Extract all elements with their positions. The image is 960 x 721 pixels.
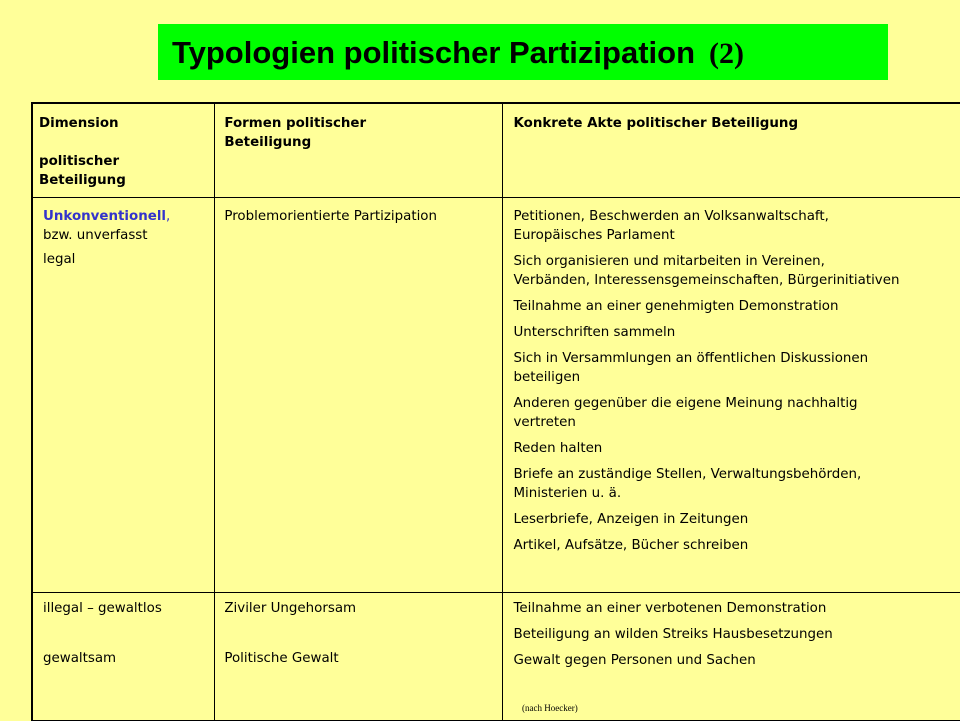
act-item — [513, 252, 956, 290]
act-item: Beteiligung an wilden Streiks Hausbesetzungen — [513, 626, 833, 642]
row-illegal-dimension — [32, 592, 215, 720]
form-politische-gewalt: Politische Gewalt — [224, 650, 339, 666]
header-dimension-line1: Dimension — [39, 116, 119, 131]
dimension-unverfasst: bzw. unverfasst — [43, 227, 148, 243]
act-item — [513, 207, 956, 245]
form-problemorientiert: Problemorientierte Partizipation — [224, 208, 437, 224]
title-number: (2) — [709, 37, 745, 70]
form-ziviler-ungehorsam: Ziviler Ungehorsam — [224, 600, 357, 616]
header-dimension-line2: politischer — [39, 154, 120, 169]
act-item: Gewalt gegen Personen und Sachen — [513, 652, 756, 668]
header-dimension — [32, 103, 215, 197]
act-item-line: Leserbriefe, Anzeigen in Zeitungen — [513, 511, 749, 527]
row-illegal — [32, 592, 960, 720]
acts-list-legal — [503, 198, 960, 555]
act-item-line: Unterschriften sammeln — [513, 324, 676, 340]
act-item-line: Petitionen, Beschwerden an Volksanwaltschaft, — [513, 208, 829, 224]
dimension-unkonventionell-label: Unkonventionell — [43, 208, 167, 224]
row-legal-dimension — [32, 197, 215, 592]
act-item — [513, 323, 956, 342]
act-item-line: Sich in Versammlungen an öffentlichen Diskussionen — [513, 350, 869, 366]
row-illegal-form — [215, 592, 503, 720]
act-item-line: Verbänden, Interessensgemeinschaften, Bürgerinitiativen — [513, 272, 900, 288]
dimension-legal: legal — [43, 251, 76, 267]
act-item-line: Reden halten — [513, 440, 603, 456]
dimension-gewaltlos: illegal – gewaltlos — [43, 600, 162, 616]
act-item-line: Anderen gegenüber die eigene Meinung nachhaltig — [513, 395, 858, 411]
header-formen — [215, 103, 503, 197]
row-legal-form — [215, 197, 503, 592]
act-item-line: vertreten — [513, 414, 576, 430]
row-legal-acts — [503, 197, 960, 592]
source-note: (nach Hoecker) — [522, 703, 578, 713]
act-item-line: Europäisches Parlament — [513, 227, 675, 243]
act-item: Teilnahme an einer verbotenen Demonstration — [513, 600, 827, 616]
act-item — [513, 297, 956, 316]
header-konkrete-text: Konkrete Akte politischer Beteiligung — [513, 116, 799, 131]
act-item — [513, 465, 956, 503]
dimension-comma: , — [166, 208, 171, 224]
act-item — [513, 439, 956, 458]
act-item — [513, 510, 956, 529]
dimension-unkonventionell — [43, 207, 210, 226]
header-formen-line2: Beteiligung — [224, 135, 312, 150]
act-item-line: Sich organisieren und mitarbeiten in Vereinen, — [513, 253, 825, 269]
participation-table — [31, 102, 960, 721]
title-text: Typologien politischer Partizipation — [172, 35, 696, 70]
act-item-line: Ministerien u. ä. — [513, 485, 622, 501]
title-banner — [158, 24, 888, 80]
row-legal — [32, 197, 960, 592]
act-item — [513, 349, 956, 387]
page-title — [172, 37, 744, 69]
row-illegal-acts — [503, 592, 960, 720]
header-formen-line1: Formen politischer — [224, 116, 367, 131]
dimension-gewaltsam: gewaltsam — [43, 650, 117, 666]
acts-list-illegal — [503, 593, 960, 670]
act-item-line: Artikel, Aufsätze, Bücher schreiben — [513, 537, 749, 553]
act-item — [513, 536, 956, 555]
header-konkrete — [503, 103, 960, 197]
header-dimension-line3: Beteiligung — [39, 173, 126, 188]
act-item — [513, 394, 956, 432]
act-item-line: beteiligen — [513, 369, 581, 385]
header-row — [32, 103, 960, 197]
act-item-line: Teilnahme an einer genehmigten Demonstration — [513, 298, 839, 314]
act-item-line: Briefe an zuständige Stellen, Verwaltungsbehörden, — [513, 466, 862, 482]
